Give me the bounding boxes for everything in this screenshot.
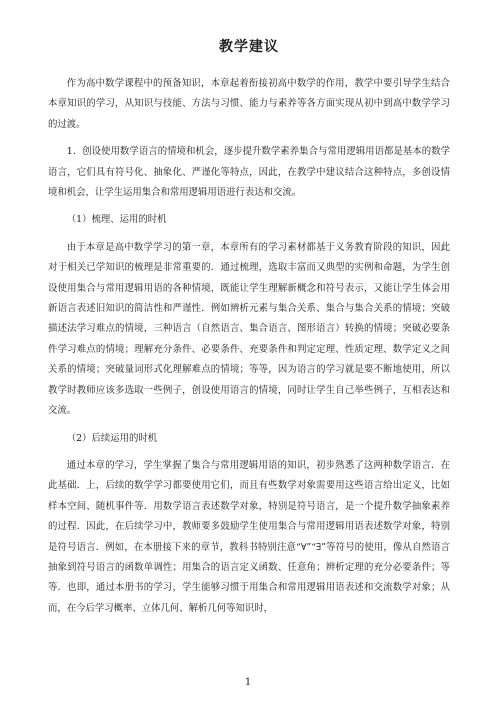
subsection-2-heading: （2）后续运用的时机 (66, 432, 158, 444)
intro-paragraph: 作为高中数学课程中的预备知识，本章起着衔接初高中数学的作用，教学中要引导学生结合本章知识的学习，从知识与技能、方法与习惯、能力与素养等各方面实现从初中到高中数学学习的过渡。 (48, 78, 450, 130)
page-number: 1 (244, 677, 252, 688)
subsection-1-heading: （1）梳理、运用的时机 (66, 214, 167, 226)
subsection-2-paragraph: 通过本章的学习，学生掌握了集合与常用逻辑用语的知识，初步熟悉了这两种数学语言．在此基础．上，后续的数学学习都要使用它们，而且有些数学对象需要用这些语言给出定义，比如样本空间、随机事件等．用数学语言表述数学对象，特别是符号语言，是一个提升数学抽象素养的过程．因此，在后续学习中，教师要多鼓励学生使用集合与常用逻辑用语表述数学对象，特别是符号语言．例如，在本册接下来的章节，教科书特别注意“∀”“∃”等符号的使用，像从自然语言抽象到符号语言的函数单调性；用集合的语言定义函数、任意角；辨析定理的充分必要条件；等等．也即，通过本册书的学习，学生能够习惯于用集合和常用逻辑用语表述和交流数学对象；从而，在今后学习概率、立体几何、解析几何等知识时， (48, 459, 450, 614)
subsection-1-paragraph: 由于本章是高中数学学习的第一章，本章所有的学习素材都基于义务教育阶段的知识，因此对于相关已学知识的梳理是非常重要的．通过梳理，选取丰富而又典型的实例和命题，为学生创设使用集合与常用逻辑用语的各种情境，既能让学生理解新概念和符号表示，又能让学生体会用新语言表述旧知识的简洁性和严谨性．例如辨析元素与集合关系、集合与集合关系的情境；突破描述法学习难点的情境，三种语言（自然语言、集合语言、图形语言）转换的情境；突破必要条件学习难点的情境；理解充分条件、必要条件、充要条件和判定定理、性质定理、数学定义之间关系的情境；突破量词形式化理解难点的情境；等等，因为语言的学习就是要不断地使用，所以教学时教师应该多选取一些例子，创设使用语言的情境，同时让学生自己举些例子，互相表达和交流。 (48, 241, 450, 417)
document-title: 教学建议 (219, 39, 279, 55)
section-1-paragraph: 1．创设使用数学语言的情境和机会，逐步提升数学素养集合与常用逻辑用语都是基本的数学语言，它们具有符号化、抽象化、严谨化等特点，因此，在教学中建议结合这种特点，多创设情境和机会，让学生运用集合和常用逻辑用语进行表达和交流。 (48, 146, 450, 199)
